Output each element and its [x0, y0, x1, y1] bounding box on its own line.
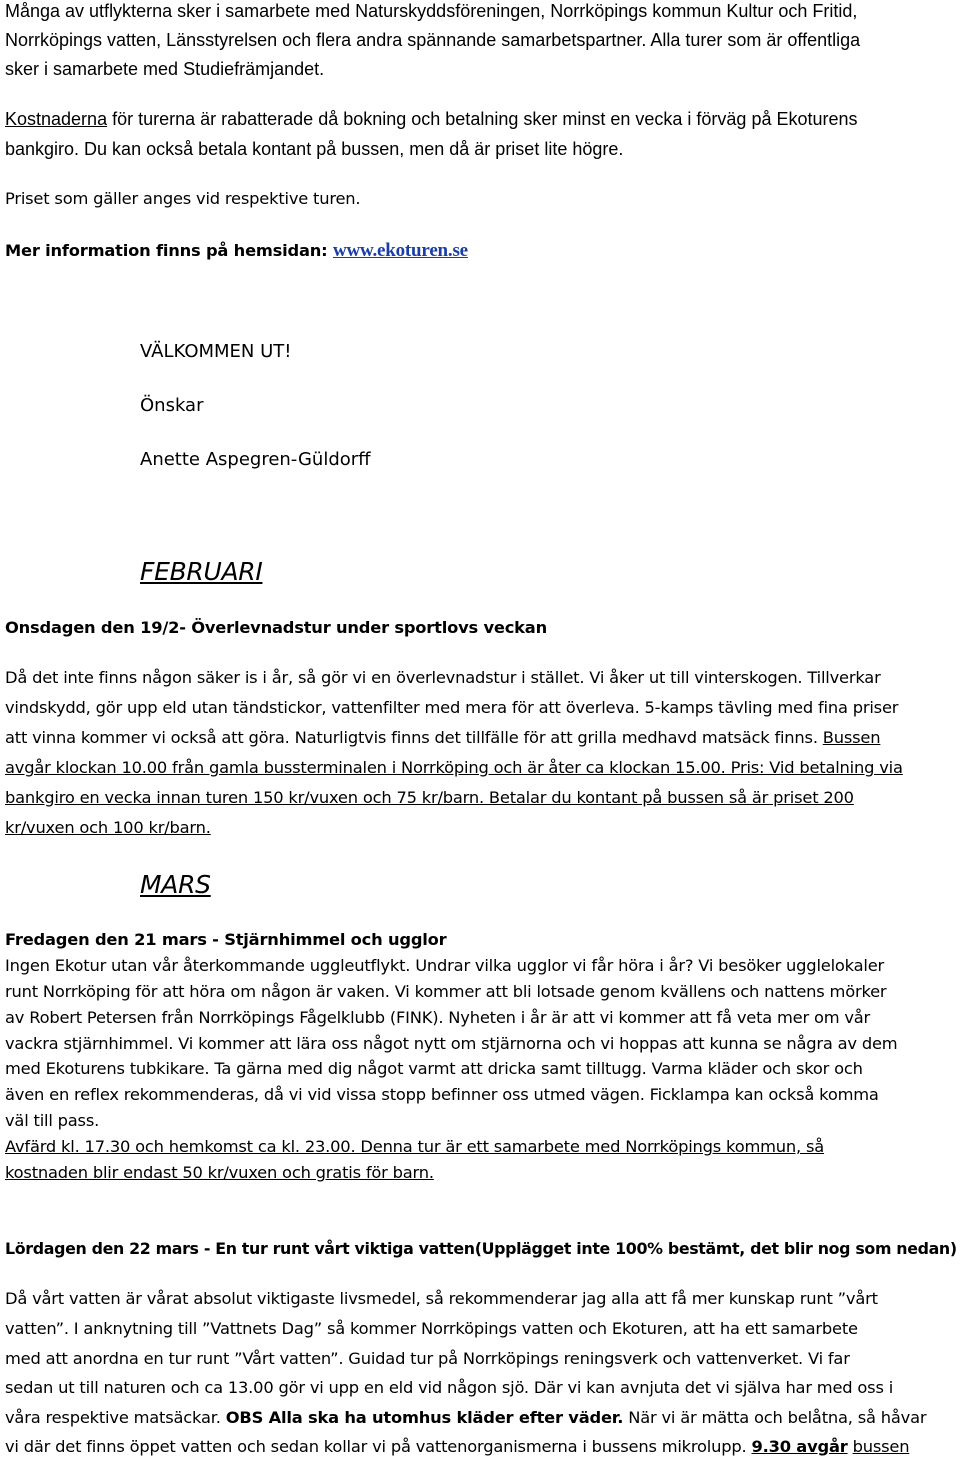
intro-line-1: Många av utflykterna sker i samarbete med Naturskyddsföreningen, Norrköpings kommun Kultur och Fritid, — [5, 1, 858, 21]
march-event-2-line-5-plain: våra respektive matsäckar. — [5, 1408, 226, 1427]
february-line-6: kr/vuxen och 100 kr/barn. — [5, 818, 211, 837]
march-event-2-line-3: med att anordna en tur runt ”Vårt vatten”. Guidad tur på Norrköpings reningsverk och vattenverket. Vi far — [5, 1349, 850, 1368]
march-event-1-line-1: Ingen Ekotur utan vår återkommande uggleutflykt. Undrar vilka ugglor vi får höra i år? Vi besöker ugglelokaler — [5, 956, 885, 975]
more-info — [5, 241, 468, 260]
march-event-2-departure-time: 9.30 avgår — [751, 1437, 848, 1456]
march-event-2-bus-word: bussen — [852, 1437, 910, 1456]
march-event-2-line-1: Då vårt vatten är vårat absolut viktigaste livsmedel, så rekommenderar jag alla att få mer kunskap runt ”vårt — [5, 1289, 878, 1308]
cost-line-1 — [5, 110, 858, 128]
welcome-heading: VÄLKOMMEN UT! — [140, 341, 292, 362]
march-event-2-line-5-rest: När vi är mätta och belåtna, så håvar — [623, 1408, 927, 1427]
cost-keyword: Kostnaderna — [5, 109, 108, 129]
intro-line-2: Norrköpings vatten, Länsstyrelsen och flera andra spännande samarbetspartner. Alla turer som är offentliga — [5, 30, 861, 50]
march-event-1-footer-2: kostnaden blir endast 50 kr/vuxen och gratis för barn. — [5, 1163, 434, 1182]
more-info-label: Mer information finns på hemsidan: — [5, 241, 333, 260]
february-line-5: bankgiro en vecka innan turen 150 kr/vuxen och 75 kr/barn. Betalar du kontant på bussen så är priset 200 — [5, 788, 854, 807]
march-event-1-footer-1: Avfärd kl. 17.30 och hemkomst ca kl. 23.00. Denna tur är ett samarbete med Norrköpings kommun, så — [5, 1137, 825, 1156]
february-line-3 — [5, 730, 880, 746]
march-event-2-line-5 — [5, 1410, 926, 1426]
author-name: Anette Aspegren-Güldorff — [140, 449, 371, 470]
march-event-1-line-7: väl till pass. — [5, 1111, 100, 1130]
march-event-2-line-6 — [5, 1439, 909, 1455]
march-event-1-line-6: även en reflex rekommenderas, då vi vid vissa stopp befinner oss utmed vägen. Ficklampa kan också komma — [5, 1085, 879, 1104]
february-line-3-plain: att vinna kommer vi också att göra. Naturligtvis finns det tillfälle för att grilla medhavd matsäck finns. — [5, 728, 823, 747]
cost-line-2: bankgiro. Du kan också betala kontant på bussen, men då är priset lite högre. — [5, 139, 624, 159]
february-line-1: Då det inte finns någon säker is i år, så gör vi en överlevnadstur i stället. Vi åker ut till vinterskogen. Tillverkar — [5, 668, 881, 687]
february-line-2: vindskydd, gör upp eld utan tändstickor, vattenfilter med mera för att överleva. 5-kamps tävling med fina priser — [5, 698, 899, 717]
march-event-1-line-2: runt Norrköping för att höra om någon är vaken. Vi kommer att bli lotsade genom kvällens och nattens mörker — [5, 982, 887, 1001]
march-event-2-line-2: vatten”. I anknytning till ”Vattnets Dag” så kommer Norrköpings vatten och Ekoturen, att ha ett samarbete — [5, 1319, 858, 1338]
february-line-3-underlined: Bussen — [822, 728, 881, 747]
march-heading: MARS — [140, 870, 211, 899]
february-line-4: avgår klockan 10.00 från gamla bussterminalen i Norrköping och är åter ca klockan 15.00. Pris: Vid betalning via — [5, 758, 903, 777]
march-event-1-line-3: av Robert Petersen från Norrköpings Fågelklubb (FINK). Nyheten i år är att vi kommer att få veta mer om vår — [5, 1008, 871, 1027]
february-heading: FEBRUARI — [140, 557, 263, 586]
march-event-2-line-6-plain: vi där det finns öppet vatten och sedan kollar vi på vattenorganismerna i bussens mikrolupp. — [5, 1437, 752, 1456]
price-note: Priset som gäller anges vid respektive turen. — [5, 189, 361, 208]
march-event-2-title: Lördagen den 22 mars - En tur runt vårt viktiga vatten(Upplägget inte 100% bestämt, det blir nog som nedan) — [5, 1239, 957, 1258]
march-event-1-line-4: vackra stjärnhimmel. Vi kommer att lära oss något nytt om stjärnorna och vi hoppas att kunna se några av dem — [5, 1034, 898, 1053]
march-event-1-title: Fredagen den 21 mars - Stjärnhimmel och ugglor — [5, 930, 447, 949]
intro-line-3: sker i samarbete med Studiefrämjandet. — [5, 59, 325, 79]
march-event-2-obs-note: OBS Alla ska ha utomhus kläder efter väder. — [225, 1408, 624, 1427]
march-event-1-line-5: med Ekoturens tubkikare. Ta gärna med dig något varmt att dricka samt tilltugg. Varma kläder och skor och — [5, 1059, 863, 1078]
website-link[interactable]: www.ekoturen.se — [332, 240, 468, 261]
cost-line-1-rest: för turerna är rabatterade då bokning och betalning sker minst en vecka i förväg på Ekoturens — [107, 109, 858, 129]
wish-text: Önskar — [140, 395, 204, 416]
march-event-2-line-4: sedan ut till naturen och ca 13.00 gör vi upp en eld vid någon sjö. Där vi kan avnjuta det vi själva har med oss i — [5, 1378, 894, 1397]
february-event-title: Onsdagen den 19/2- Överlevnadstur under sportlovs veckan — [5, 618, 547, 637]
